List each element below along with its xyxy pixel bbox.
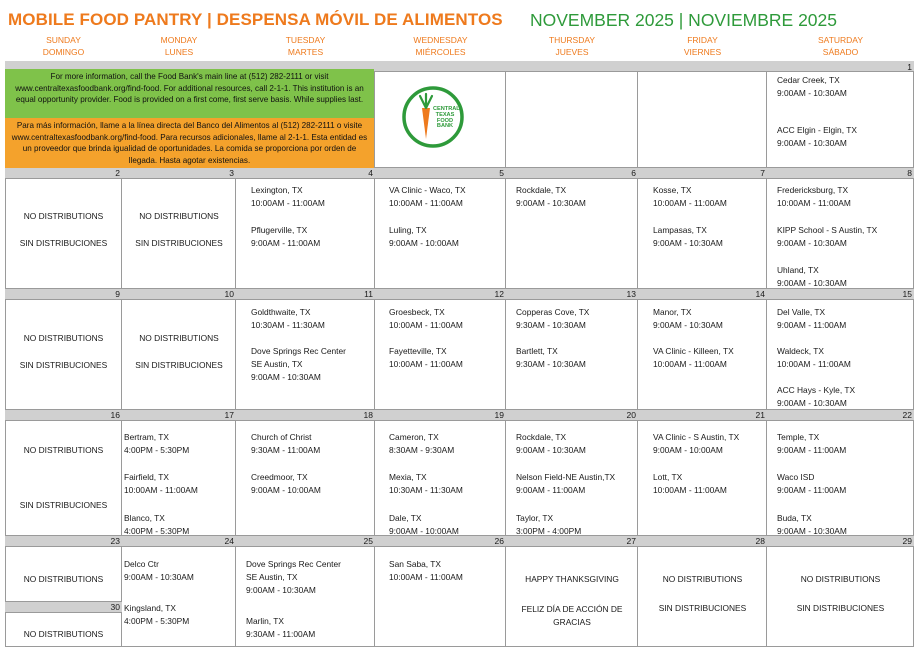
event-line: 10:00AM - 11:00AM [251, 198, 325, 208]
sin-distribuciones-label: SIN DISTRIBUCIONES [135, 360, 223, 370]
event-line: 10:00AM - 11:00AM [777, 359, 851, 369]
day-number: 20 [506, 410, 638, 421]
event-line: Bertram, TX [124, 432, 169, 442]
no-distributions-label: NO DISTRIBUTIONS [23, 445, 104, 455]
event-line: 4:00PM - 5:30PM [124, 616, 190, 626]
info-box-english [5, 69, 374, 118]
logo-word: FOOD [436, 117, 454, 124]
split-line-23-30 [5, 601, 122, 602]
day-name-es: SÁBADO [822, 47, 859, 57]
day-number: 12 [375, 289, 506, 300]
event-line: 9:00AM - 10:30AM [777, 398, 847, 408]
event-line: 9:00AM - 11:00AM [251, 238, 321, 248]
event-line: 9:00AM - 10:30AM [246, 585, 316, 595]
day-name-en: WEDNESDAY [413, 35, 468, 45]
info-text-spanish: Para más información, llame a la línea directa del Banco del Alimentos al (512) 282-2111 o visite www.centraltexasfoodbank.org/find-food. Para recursos adicionales, llame al 2-1-1. Esta entidad es un proveedor que brinda igualidad de oportunidades. La comida se proporciona por orden de llegada. Hasta agotar existencias. [11, 121, 368, 165]
day-number: 15 [767, 289, 914, 300]
event-line: 10:00AM - 11:00AM [124, 485, 198, 495]
event-line: 9:00AM - 10:30AM [777, 278, 847, 288]
day-number: 26 [375, 536, 506, 547]
no-distributions-label: NO DISTRIBUTIONS [662, 574, 743, 584]
logo-word: TEXAS [435, 111, 455, 118]
logo-wordmark [433, 106, 460, 130]
day-name-en: TUESDAY [285, 35, 326, 45]
event-line: Marlin, TX [246, 616, 285, 626]
event-line: Dale, TX [389, 513, 422, 523]
event-line: 9:00AM - 10:00AM [389, 526, 459, 536]
no-distributions-label: NO DISTRIBUTIONS [23, 211, 104, 221]
calendar-cell [122, 536, 236, 647]
day-number: 9 [5, 289, 122, 300]
event-line: 9:00AM - 10:30AM [516, 198, 586, 208]
sin-distribuciones-label: SIN DISTRIBUCIONES [658, 603, 747, 613]
calendar-cell [767, 536, 914, 647]
day-number: 23 [5, 536, 122, 547]
event-line: 9:30AM - 10:30AM [516, 320, 586, 330]
event-line: Taylor, TX [516, 513, 554, 523]
event-line: 9:00AM - 11:00AM [777, 485, 847, 495]
event-line: VA Clinic - Killeen, TX [653, 346, 734, 356]
event-line: Lampasas, TX [653, 225, 707, 235]
day-number: 7 [638, 168, 767, 179]
event-line: 9:30AM - 11:00AM [251, 445, 321, 455]
day-header-friday [638, 34, 767, 60]
event-line: Lott, TX [653, 472, 683, 482]
event-line: 10:00AM - 11:00AM [653, 359, 727, 369]
day-header-tuesday [236, 34, 375, 60]
day-number: 5 [375, 168, 506, 179]
thanksgiving-label-es: GRACIAS [553, 617, 591, 627]
event-line: Temple, TX [777, 432, 820, 442]
event-line: 9:00AM - 10:30AM [777, 88, 847, 98]
event-line: 9:00AM - 11:00AM [777, 320, 847, 330]
no-distributions-label: NO DISTRIBUTIONS [23, 333, 104, 343]
day-name-en: FRIDAY [687, 35, 718, 45]
calendar-cell [506, 61, 638, 168]
event-line: Rockdale, TX [516, 185, 567, 195]
day-number: 29 [767, 536, 914, 547]
event-line: 9:00AM - 10:30AM [251, 372, 321, 382]
day-name-es: LUNES [164, 47, 194, 57]
event-line: Blanco, TX [124, 513, 165, 523]
calendar-cell [5, 289, 122, 410]
event-line: Pflugerville, TX [251, 225, 308, 235]
day-number: 17 [122, 410, 236, 421]
calendar-cell [122, 168, 236, 289]
day-number: 6 [506, 168, 638, 179]
event-line: Buda, TX [777, 513, 812, 523]
sin-distribuciones-label: SIN DISTRIBUCIONES [19, 360, 108, 370]
calendar-cell [375, 536, 506, 647]
day-number: 22 [767, 410, 914, 421]
month-title: NOVEMBER 2025 | NOVIEMBRE 2025 [529, 10, 837, 30]
day-number: 2 [5, 168, 122, 179]
event-line: 9:30AM - 10:30AM [516, 359, 586, 369]
calendar-cell [5, 168, 122, 289]
day-name-en: SUNDAY [46, 35, 81, 45]
event-line: Del Valle, TX [777, 307, 826, 317]
event-line: VA Clinic - S Austin, TX [653, 432, 740, 442]
event-line: SE Austin, TX [246, 572, 298, 582]
event-line: Waco ISD [777, 472, 815, 482]
event-line: 10:00AM - 11:00AM [389, 198, 463, 208]
no-distributions-label: NO DISTRIBUTIONS [139, 211, 219, 221]
day-name-en: SATURDAY [817, 35, 864, 45]
day-number: 14 [638, 289, 767, 300]
sin-distribuciones-label: SIN DISTRIBUCIONES [19, 238, 108, 248]
day-number: 28 [638, 536, 767, 547]
day-name-es: DOMINGO [42, 47, 85, 57]
event-line: Goldthwaite, TX [251, 307, 311, 317]
day-name-es: MIÉRCOLES [415, 47, 466, 57]
no-distributions-label: NO DISTRIBUTIONS [23, 574, 104, 584]
event-line: 9:00AM - 10:30AM [653, 238, 723, 248]
event-line: Manor, TX [653, 307, 692, 317]
event-line: Fredericksburg, TX [777, 185, 849, 195]
day-number: 18 [236, 410, 375, 421]
day-number: 21 [638, 410, 767, 421]
event-line: Fairfield, TX [124, 472, 169, 482]
event-line: 10:00AM - 11:00AM [389, 320, 463, 330]
event-line: Creedmoor, TX [251, 472, 308, 482]
event-line: Lexington, TX [251, 185, 303, 195]
calendar-cell [5, 410, 122, 536]
event-line: 10:00AM - 11:00AM [653, 485, 727, 495]
event-line: SE Austin, TX [251, 359, 303, 369]
day-name-en: MONDAY [160, 35, 198, 45]
event-line: Rockdale, TX [516, 432, 567, 442]
event-line: 9:00AM - 10:30AM [653, 320, 723, 330]
page-title: MOBILE FOOD PANTRY | DESPENSA MÓVIL DE ALIMENTOS [8, 10, 503, 29]
thanksgiving-label-es: FELIZ DÍA DE ACCIÓN DE [521, 604, 623, 614]
event-line: Bartlett, TX [516, 346, 558, 356]
event-line: VA Clinic - Waco, TX [389, 185, 466, 195]
event-line: 9:00AM - 10:00AM [389, 238, 459, 248]
event-line: Waldeck, TX [777, 346, 825, 356]
day-name-es: VIERNES [683, 47, 722, 57]
day-number: 8 [767, 168, 914, 179]
event-line: 8:30AM - 9:30AM [389, 445, 455, 455]
event-line: ACC Elgin - Elgin, TX [777, 125, 857, 135]
calendar-cell [638, 61, 767, 168]
no-distributions-label: NO DISTRIBUTIONS [139, 333, 219, 343]
event-line: 9:00AM - 10:30AM [777, 138, 847, 148]
logo-word: BANK [436, 123, 454, 130]
event-line: 10:00AM - 11:00AM [653, 198, 727, 208]
event-line: 9:00AM - 10:00AM [251, 485, 321, 495]
logo-word: CENTRAL [433, 106, 460, 112]
event-line: KIPP School - S Austin, TX [777, 225, 878, 235]
day-name-es: JUEVES [555, 47, 589, 57]
day-number: 13 [506, 289, 638, 300]
day-number: 27 [506, 536, 638, 547]
day-header-thursday [506, 34, 638, 60]
event-line: 4:00PM - 5:30PM [124, 526, 190, 536]
event-line: Fayetteville, TX [389, 346, 447, 356]
event-line: 9:00AM - 10:00AM [653, 445, 723, 455]
event-line: Uhland, TX [777, 265, 819, 275]
event-line: Mexia, TX [389, 472, 427, 482]
day-number: 25 [236, 536, 375, 547]
day-number: 24 [122, 536, 236, 547]
sin-distribuciones-label: SIN DISTRIBUCIONES [796, 603, 885, 613]
day-number: 4 [236, 168, 375, 179]
event-line: 3:00PM - 4:00PM [516, 526, 582, 536]
event-line: Church of Christ [251, 432, 312, 442]
calendar-cell [638, 536, 767, 647]
day-header-saturday [767, 34, 914, 60]
day-number: 16 [5, 410, 122, 421]
day-number-bar [506, 61, 638, 72]
no-distributions-label: NO DISTRIBUTIONS [800, 574, 881, 584]
sin-distribuciones-label: SIN DISTRIBUCIONES [135, 238, 223, 248]
thanksgiving-label: HAPPY THANKSGIVING [525, 574, 619, 584]
event-line: ACC Hays - Kyle, TX [777, 385, 856, 395]
day-name-en: THURSDAY [548, 35, 596, 45]
event-line: Kingsland, TX [124, 603, 176, 613]
event-line: Delco Ctr [124, 559, 159, 569]
day-number: 1 [767, 61, 914, 72]
sin-distribuciones-label: SIN DISTRIBUCIONES [19, 500, 108, 510]
day-name-es: MARTES [287, 47, 324, 57]
event-line: 4:00PM - 5:30PM [124, 445, 190, 455]
calendar-cell [506, 536, 638, 647]
day-number: 3 [122, 168, 236, 179]
food-bank-logo [400, 84, 466, 155]
event-line: 10:00AM - 11:00AM [777, 198, 851, 208]
event-line: 9:00AM - 10:30AM [124, 572, 194, 582]
info-text-english: For more information, call the Food Bank's main line at (512) 282-2111 or visit www.centraltexasfoodbank.org/find-food. For additional resources, call 2-1-1. This institution is an equal opportunity provider. Food is provided on a first come, first serve basis. While supplies last. [15, 72, 364, 104]
day-header-monday [122, 34, 236, 60]
event-line: 10:30AM - 11:30AM [389, 485, 463, 495]
event-line: 9:00AM - 10:30AM [777, 238, 847, 248]
event-line: 10:30AM - 11:30AM [251, 320, 325, 330]
day-number-bar [638, 61, 767, 72]
no-distributions-label: NO DISTRIBUTIONS [23, 629, 104, 639]
event-line: Copperas Cove, TX [516, 307, 590, 317]
day-number-bar [375, 61, 506, 72]
day-number: 10 [122, 289, 236, 300]
event-line: 9:00AM - 10:30AM [516, 445, 586, 455]
event-line: Groesbeck, TX [389, 307, 445, 317]
event-line: 9:00AM - 11:00AM [777, 445, 847, 455]
event-line: 10:00AM - 11:00AM [389, 572, 463, 582]
calendar-cell [122, 289, 236, 410]
info-box-spanish [5, 118, 374, 168]
event-line: Dove Springs Rec Center [251, 346, 346, 356]
event-line: 9:00AM - 10:30AM [777, 526, 847, 536]
event-line: 10:00AM - 11:00AM [389, 359, 463, 369]
event-line: Cedar Creek, TX [777, 75, 840, 85]
event-line: 9:30AM - 11:00AM [246, 629, 316, 639]
event-line: Luling, TX [389, 225, 427, 235]
event-line: Dove Springs Rec Center [246, 559, 341, 569]
day-number: 19 [375, 410, 506, 421]
event-line: 9:00AM - 11:00AM [516, 485, 586, 495]
day-header-sunday [5, 34, 122, 60]
event-line: San Saba, TX [389, 559, 441, 569]
event-line: Nelson Field-NE Austin,TX [516, 472, 616, 482]
day-number: 30 [5, 602, 122, 613]
day-header-wednesday [375, 34, 506, 60]
event-line: Kosse, TX [653, 185, 692, 195]
day-number: 11 [236, 289, 375, 300]
event-line: Cameron, TX [389, 432, 439, 442]
